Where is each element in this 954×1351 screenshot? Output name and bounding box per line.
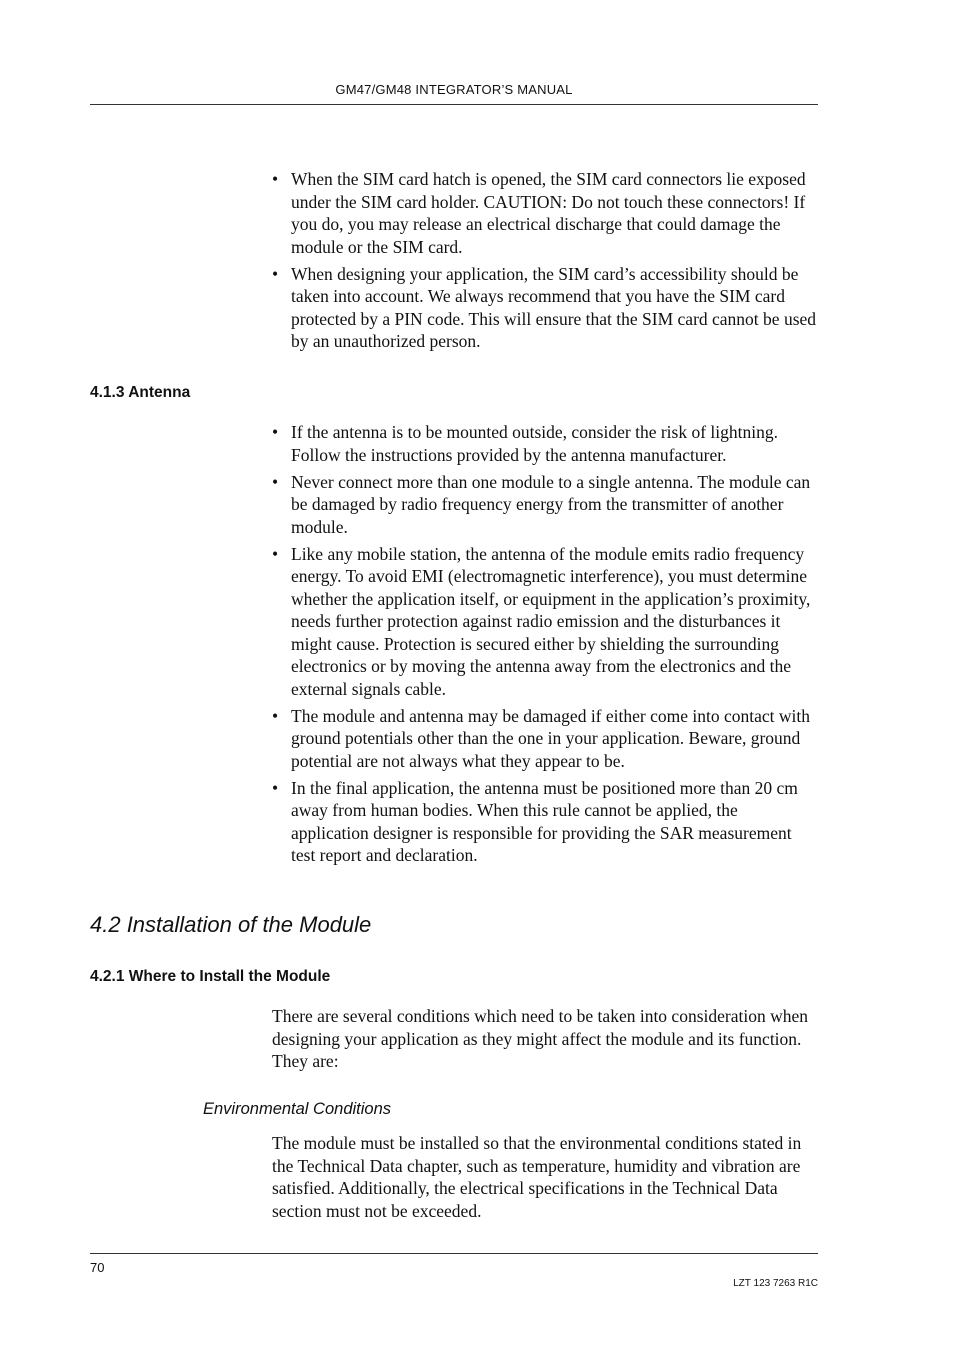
bullet-item: • When designing your application, the SIM card’s accessibility should be taken into account. We always recommend that you have the SIM card protected by a PIN code. This will ensure that the SIM card cannot be used by an unauthorized person.: [272, 263, 818, 353]
section-heading-antenna: 4.1.3 Antenna: [90, 384, 191, 401]
sim-card-bullet-list: [272, 168, 818, 357]
bullet-item: • Never connect more than one module to a single antenna. The module can be damaged by radio frequency energy from the transmitter of another module.: [272, 471, 818, 539]
page-number: 70: [90, 1260, 105, 1275]
environmental-conditions-heading: Environmental Conditions: [203, 1100, 392, 1118]
subsection-heading-where-to-install: 4.2.1 Where to Install the Module: [90, 968, 331, 985]
bullet-item: • Like any mobile station, the antenna of the module emits radio frequency energy. To avoid EMI (electromagnetic interference), you must determine whether the application itself, or equipment in the application’s proximity, needs further protection against radio emission and the disturbances it might cause. Protection is secured either by shielding the surrounding electronics or by moving the antenna away from the electronics and the external signals cable.: [272, 543, 818, 701]
header-rule: [90, 104, 818, 105]
installation-intro-paragraph: There are several conditions which need to be taken into consideration when designing your application as they might affect the module and its function. They are:: [272, 1006, 808, 1071]
bullet-item: • The module and antenna may be damaged if either come into contact with ground potentials other than the one in your application. Beware, ground potential are not always what they appear to be.: [272, 705, 818, 773]
bullet-item: • In the final application, the antenna must be positioned more than 20 cm away from human bodies. When this rule cannot be applied, the application designer is responsible for providing the SAR measurement test report and declaration.: [272, 777, 818, 867]
antenna-bullet-list: [272, 421, 818, 871]
environmental-conditions-paragraph: The module must be installed so that the environmental conditions stated in the Technical Data chapter, such as temperature, humidity and vibration are satisfied. Additionally, the electrical specifications in the Technical Data section must not be exceeded.: [272, 1133, 802, 1221]
bullet-item: • If the antenna is to be mounted outside, consider the risk of lightning. Follow the instructions provided by the antenna manufacturer.: [272, 421, 818, 466]
document-code: LZT 123 7263 R1C: [733, 1278, 818, 1289]
section-heading-installation: 4.2 Installation of the Module: [90, 912, 372, 937]
running-header: GM47/GM48 INTEGRATOR’S MANUAL: [335, 82, 573, 97]
footer-rule: [90, 1253, 818, 1254]
bullet-item: • When the SIM card hatch is opened, the SIM card connectors lie exposed under the SIM card holder. CAUTION: Do not touch these connectors! If you do, you may release an electrical discharge that could damage the module or the SIM card.: [272, 168, 818, 258]
